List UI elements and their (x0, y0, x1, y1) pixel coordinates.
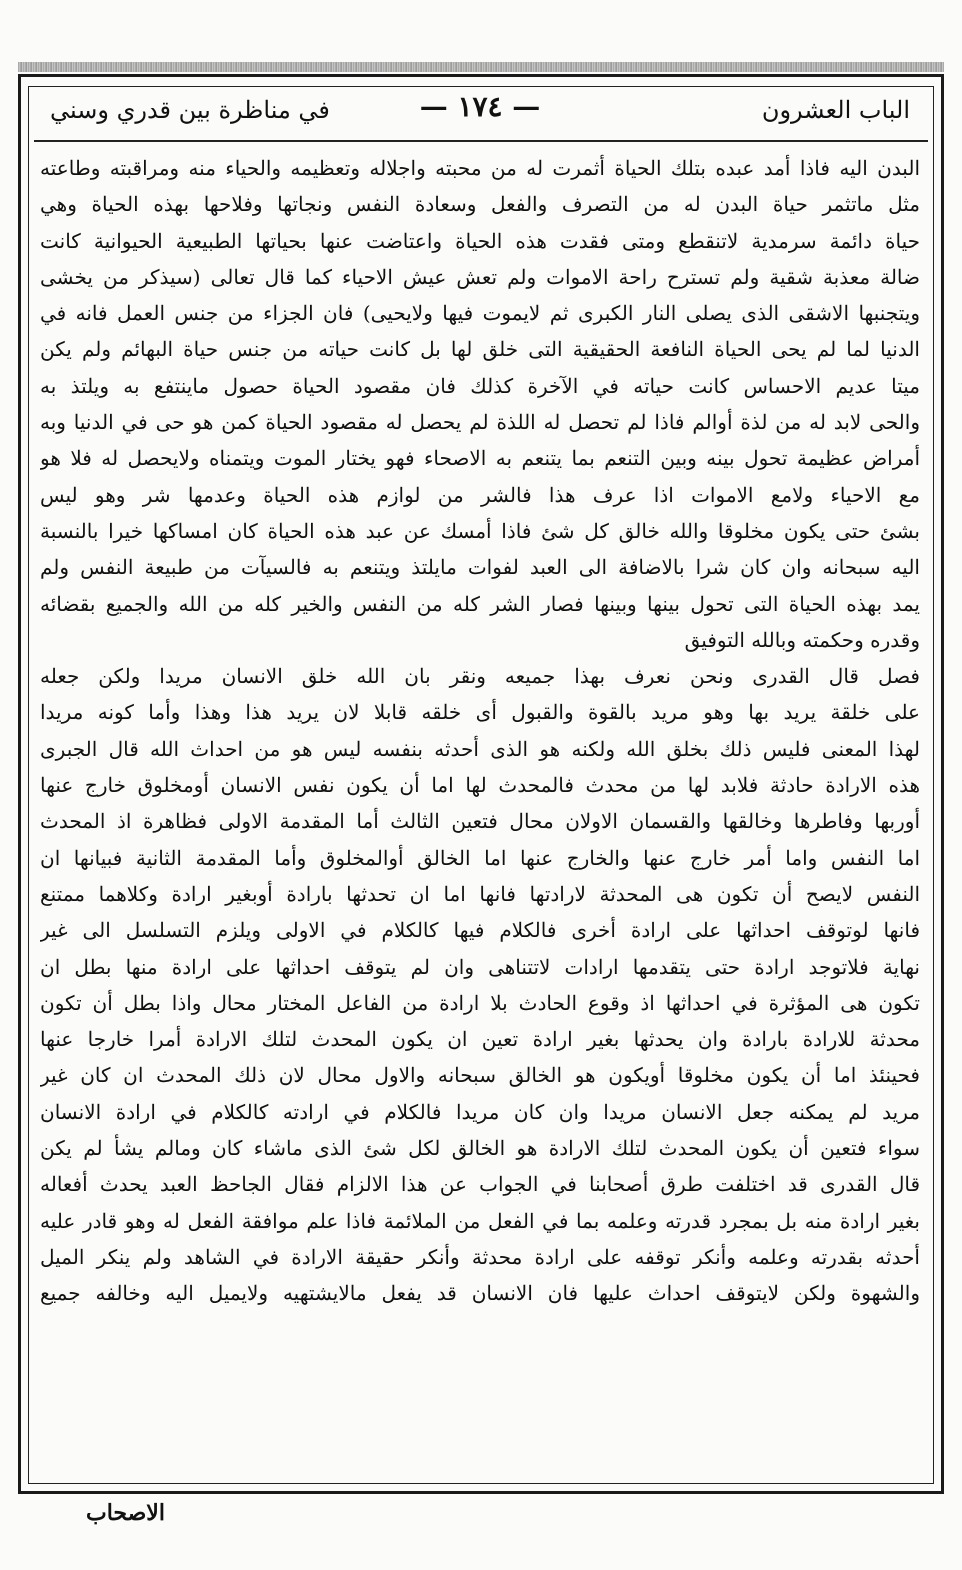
text-line: الدنيا لما لم يحى الحياة النافعة الحقيقية التى خلق لها بل كانت حياته من جنس حياة البهائم ولم يكن (40, 337, 920, 362)
page-number: — ١٧٤ — (419, 90, 541, 123)
text-line: مثل ماتثمر حياة البدن له من التصرف والفعل وسعادة النفس ونجاتها وفلاحها بهذه الحياة وهي (40, 192, 920, 217)
body-text (40, 150, 920, 1312)
text-line: وقدره وحكمته وبالله التوفيق (684, 627, 920, 652)
header-rule (34, 140, 928, 142)
text-line: أمراض عظيمة تحول بينه وبين التنعم بما يتنعم به الاصحاء فهو يختار الموت ويتمناه ولايحصل له فلا هو (40, 446, 920, 471)
text-line: البدن اليه فاذا أمد عبده بتلك الحياة أثمرت له من محبته واجلاله وتعظيمه والحياء منه ومراقبته وطاعته (40, 156, 920, 180)
text-line: ضالة معذبة شقية ولم تسترح راحة الاموات ولم تعش عيش الاحياء كما قال تعالى (سيذكر من يخشى (40, 264, 920, 289)
text-line: فصل قال القدرى ونحن نعرف بهذا جميعه ونقر بان الله خلق الانسان مريدا ولكن جعله (40, 664, 920, 689)
text-line: أحدثه بقدرته وعلمه وأنكر توقفه على ارادة محدثة وأنكر حقيقة الارادة في الشاهد ولم ينكر الميل (40, 1244, 920, 1269)
text-line: فانها لوتوقف احداثها على ارادة أخرى فالكلام فيها كالكلام في الاولى ويلزم التسلسل الى غير (40, 918, 920, 943)
text-line: حياة دائمة سرمدية لاتنقطع ومتى فقدت هذه الحياة واعتاضت عنها بحياتها الطبيعية الحيوانية كانت (40, 228, 920, 253)
text-line: مع الاحياء ولامع الاموات اذا عرف هذا فالشر من لوازم هذه الحياة وعدمها شر وهو ليس (40, 482, 920, 507)
text-line: ويتجنبها الاشقى الذى يصلى النار الكبرى ثم لايموت فيها ولايحيى) فان الجزاء من جنس العمل فانه في (40, 301, 920, 326)
running-header (40, 90, 920, 136)
text-line: مريد لم يمكنه جعل الانسان مريدا وان كان مريدا فالكلام في ارادته كالكلام في ارادة الانسان (40, 1099, 920, 1124)
text-line: بغير ارادة منه بل بمجرد قدرته وعلمه بما في الفعل من الملائمة فاذا علم موافقة الفعل له وهو قادر عليه (40, 1208, 920, 1233)
text-line: لهذا المعنى فليس ذلك بخلق الله ولكنه هو الذى أحدثه بنفسه ليس هو من احداث الله قال الجبرى (40, 736, 920, 761)
top-border-decoration (18, 62, 944, 72)
text-line: بشئ حتى يكون مخلوقا والله خالق كل شئ فاذا أمسك عن عبد هذه الحياة كان امساكها خيرا بالنسبة (40, 518, 920, 543)
text-line: يمد بهذه الحياة التى تحول بينها وبينها فصار الشر كله من النفس والخير كله من الله والجميع بقضائه (40, 591, 920, 616)
text-line: فحينئذ اما أن يكون مخلوقا أويكون هو الخالق سبحانه والاول محال لان ذلك المحدث ان كان غير (40, 1063, 920, 1088)
text-line: أوربها وفاطرها وخالقها والقسمان الاولان محال فتعين الثالث أما المقدمة الاولى فظاهرة اذ المحدث (40, 809, 920, 834)
text-line: نهاية فلاتوجد ارادة حتى يتقدمها ارادات لاتتناهى وان لم يتوقف احداثها على ارادة منها بطل ان (40, 954, 920, 979)
text-line: والحى لابد له من لذة أوالم فاذا لم تحصل له اللذة لم يحصل له مقصود الحياة كمن هو حى في الدنيا وبه (40, 410, 920, 435)
text-line: قال القدرى قد اختلفت طرق أصحابنا في الجواب عن هذا الالزام فقال الجاحظ العبد يحدث أفعاله (40, 1172, 920, 1197)
catchword: الاصحاب (86, 1500, 165, 1526)
text-line: هذه الارادة حادثة فلابد لها من محدث فالمحدث لها اما أن يكون نفس الانسان أومخلوق خارج عنها (40, 773, 920, 798)
text-line: اما النفس واما أمر خارج عنها والخارج عنها اما الخالق أوالمخلوق وأما المقدمة الثانية فبيانها ان (40, 845, 920, 870)
text-line: محدثة للارادة بارادة وان يحدثها بغير ارادة تعين ان يكون المحدث لتلك الارادة أمرا خارجا عنها (40, 1027, 920, 1052)
text-line: والشهوة ولكن لايتوقف احداث عليها فان الانسان قد يفعل مالايشتهيه ولايميل اليه وخالفه جميع (40, 1281, 920, 1306)
text-line: تكون هى المؤثرة في احداثها اذ وقوع الحادث بلا ارادة من الفاعل المختار محال واذا بطل أن تكون (40, 990, 920, 1015)
text-line: سواء فتعين أن يكون المحدث لتلك الارادة هو الخالق لكل شئ الذى ماشاء كان ومالم يشأ لم يكن (40, 1136, 920, 1161)
chapter-title: الباب العشرون (761, 96, 910, 124)
text-line: على خلقة يريد بها وهو مريد بالقوة والقبول أى خلقه قابلا لان يريد هذا وهذا وأما كونه مريدا (40, 700, 920, 725)
text-line: ميتا عديم الاحساس كانت حياته في الآخرة كذلك فان مقصود الحياة حصول ماينتفع به ويلتذ به (40, 373, 920, 398)
section-title: في مناظرة بين قدري وسني (50, 96, 330, 124)
text-line: النفس لايصح أن تكون هى المحدثة لارادتها فانها اما ان تحدثها بارادة أوبغير ارادة وكلاهما ممتنع (40, 881, 920, 906)
text-line: اليه سبحانه وان كان شرا بالاضافة الى العبد لفوات مايلتذ ويتنعم به فالسيآت من طبيعة النفس ولم (40, 555, 920, 580)
